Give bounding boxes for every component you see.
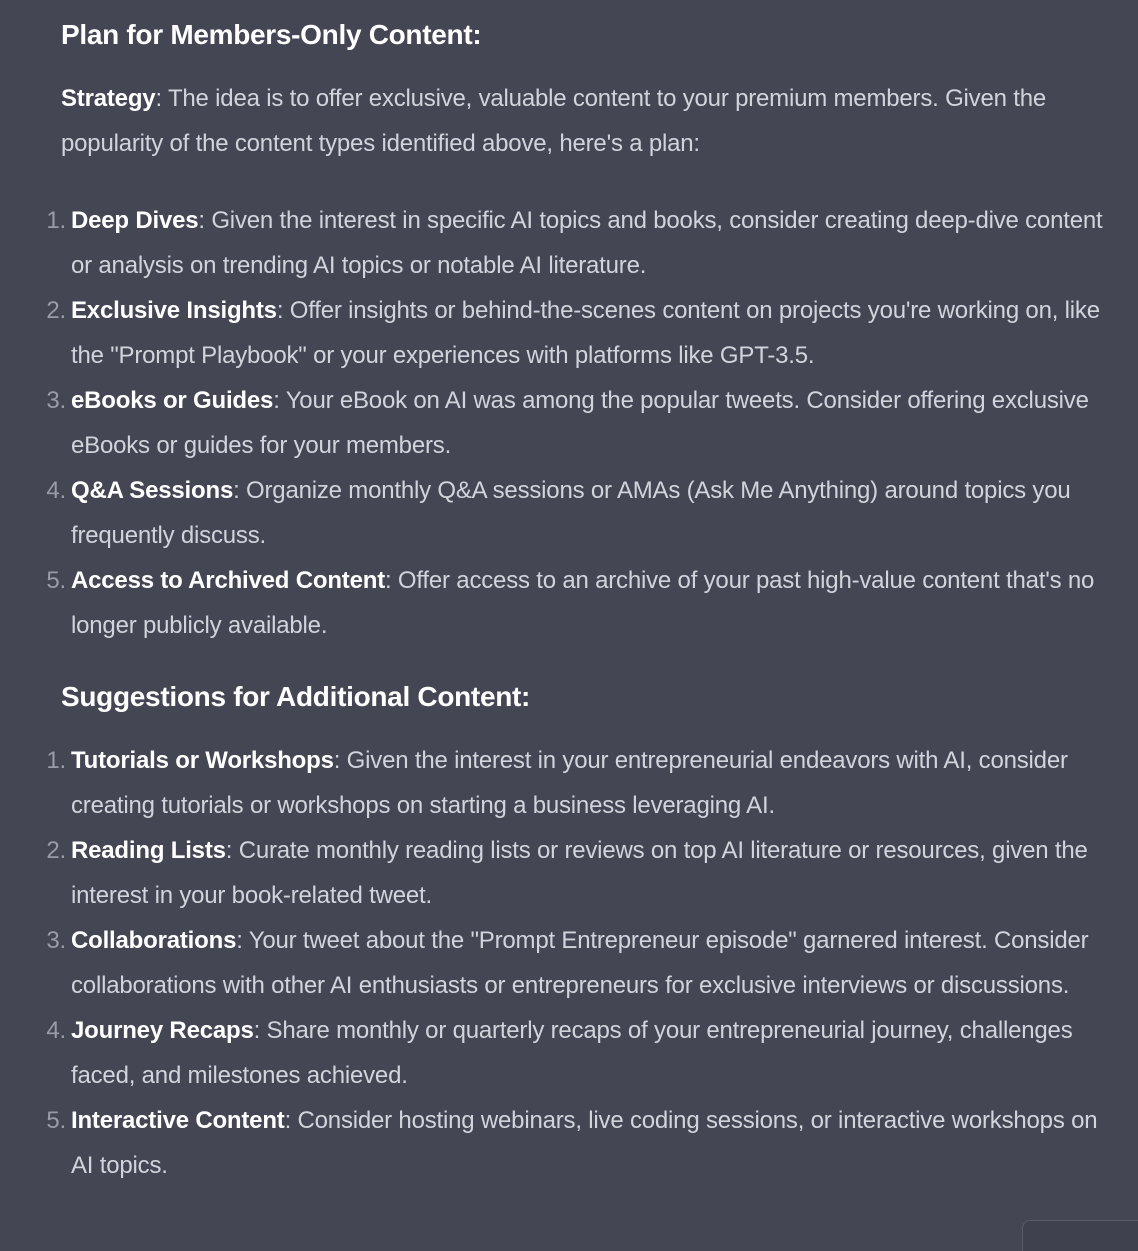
item-text: : Given the interest in specific AI topics and books, consider creating deep-dive content or analysis on trending AI topics or notable AI literature. xyxy=(71,207,1103,279)
list-marker: 3. xyxy=(46,927,66,954)
item-text: : Given the interest in your entrepreneurial endeavors with AI, consider creating tutorials or workshops on starting a business leveraging AI. xyxy=(71,747,1068,819)
item-text: : Your eBook on AI was among the popular tweets. Consider offering exclusive eBooks or guides for your members. xyxy=(71,387,1089,459)
list-marker: 5. xyxy=(46,567,66,594)
item-label: Reading Lists xyxy=(71,837,226,864)
list-item xyxy=(46,738,1121,828)
item-text: : Offer access to an archive of your past high-value content that's no longer publicly available. xyxy=(71,567,1095,639)
list-marker: 4. xyxy=(46,477,66,504)
list-item xyxy=(46,918,1121,1008)
list-item xyxy=(46,558,1121,648)
list-marker: 1. xyxy=(46,747,66,774)
item-label: Journey Recaps xyxy=(71,1017,254,1044)
list-item xyxy=(46,468,1121,558)
assistant-message xyxy=(46,0,1121,1188)
list-item xyxy=(46,198,1121,288)
input-box-edge xyxy=(1022,1220,1138,1251)
item-label: Collaborations xyxy=(71,927,237,954)
section-heading-members-only: Plan for Members-Only Content: xyxy=(61,19,482,50)
list-item xyxy=(46,288,1121,378)
members-only-plan-list xyxy=(46,198,1121,648)
section-heading-additional-content: Suggestions for Additional Content: xyxy=(61,681,531,712)
item-label: Tutorials or Workshops xyxy=(71,747,334,774)
list-marker: 4. xyxy=(46,1017,66,1044)
additional-content-list xyxy=(46,738,1121,1188)
list-item xyxy=(46,1008,1121,1098)
item-text: : Offer insights or behind-the-scenes content on projects you're working on, like the "Prompt Playbook" or your experiences with platforms like GPT-3.5. xyxy=(71,297,1100,369)
item-label: eBooks or Guides xyxy=(71,387,274,414)
list-marker: 5. xyxy=(46,1107,66,1134)
list-marker: 2. xyxy=(46,297,66,324)
list-marker: 3. xyxy=(46,387,66,414)
item-text: : Curate monthly reading lists or reviews on top AI literature or resources, given the interest in your book-related tweet. xyxy=(71,837,1088,909)
list-item xyxy=(46,828,1121,918)
list-marker: 2. xyxy=(46,837,66,864)
strategy-paragraph xyxy=(61,76,1121,166)
item-text: : Share monthly or quarterly recaps of your entrepreneurial journey, challenges faced, and milestones achieved. xyxy=(71,1017,1073,1089)
list-marker: 1. xyxy=(46,207,66,234)
item-label: Access to Archived Content xyxy=(71,567,385,594)
strategy-label: Strategy xyxy=(61,85,156,112)
item-text: : Your tweet about the "Prompt Entrepreneur episode" garnered interest. Consider collaborations with other AI enthusiasts or entrepreneurs for exclusive interviews or discussions. xyxy=(71,927,1089,999)
strategy-text: : The idea is to offer exclusive, valuable content to your premium members. Given the popularity of the content types identified above, here's a plan: xyxy=(61,85,1046,157)
item-label: Interactive Content xyxy=(71,1107,285,1134)
item-label: Exclusive Insights xyxy=(71,297,277,324)
list-item xyxy=(46,378,1121,468)
item-label: Deep Dives xyxy=(71,207,199,234)
list-item xyxy=(46,1098,1121,1188)
item-text: : Organize monthly Q&A sessions or AMAs (Ask Me Anything) around topics you frequently discuss. xyxy=(71,477,1071,549)
item-label: Q&A Sessions xyxy=(71,477,234,504)
item-text: : Consider hosting webinars, live coding sessions, or interactive workshops on AI topics. xyxy=(71,1107,1098,1179)
